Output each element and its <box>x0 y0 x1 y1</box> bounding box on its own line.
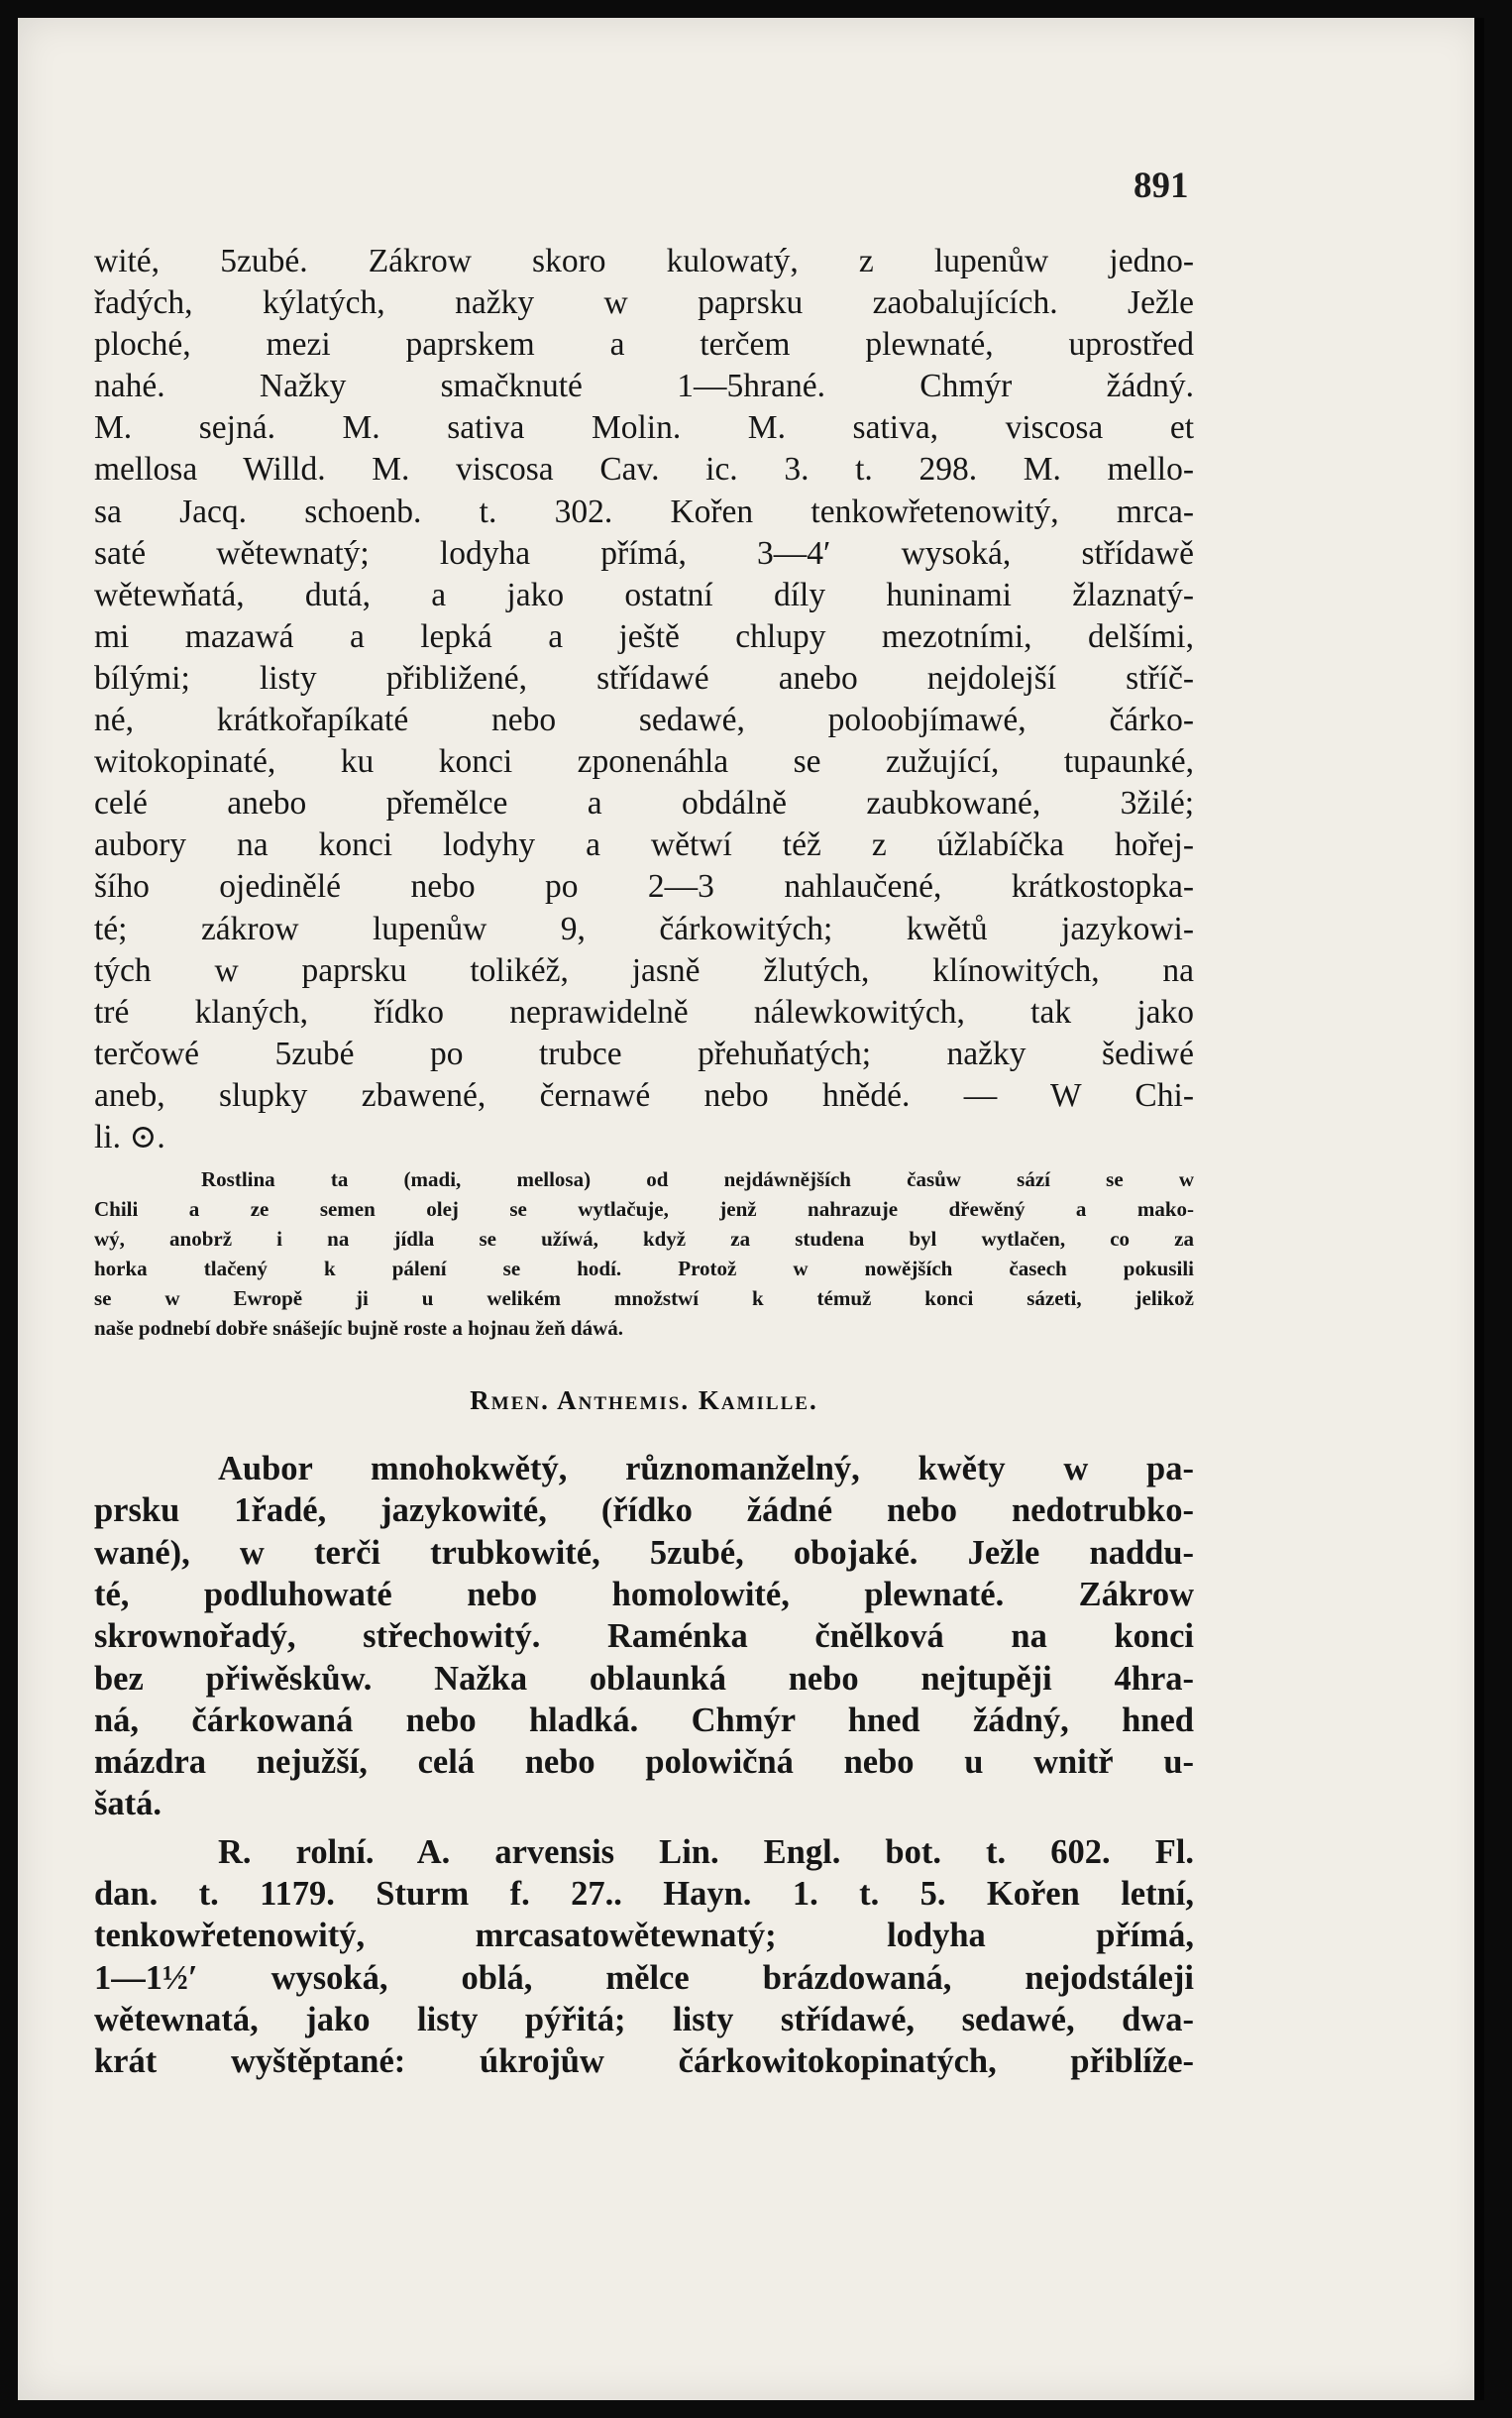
text-line: mellosa Willd. M. viscosa Cav. ic. 3. t. 298. M. mello- <box>94 451 1194 489</box>
section-heading: Rmen. Anthemis. Kamille. <box>470 1385 818 1416</box>
paragraph-anthemis-genus <box>94 1448 1194 1825</box>
text-line: mi mazawá a lepká a ještě chlupy mezotními, delšími, <box>94 617 1194 655</box>
text-line: bez přiwěskůw. Nažka oblaunká nebo nejtupěji 4hra- <box>94 1659 1194 1698</box>
book-page <box>18 18 1484 2400</box>
page-edge-shadow <box>1474 18 1484 2400</box>
text-line: naše podnebí dobře snášejíc bujně roste a hojnau žeň dáwá. <box>94 1316 624 1341</box>
text-line: li. ⊙. <box>94 1118 165 1155</box>
text-line: Aubor mnohokwětý, různomanželný, kwěty w pa- <box>218 1450 1194 1488</box>
text-line: terčowé 5zubé po trubce přehuňatých; nažky šediwé <box>94 1035 1194 1072</box>
text-line: R. rolní. A. arvensis Lin. Engl. bot. t. 602. Fl. <box>218 1832 1194 1871</box>
text-line: aubory na konci lodyhy a wětwí též z úžlabíčka hořej- <box>94 826 1194 864</box>
text-line: ploché, mezi paprskem a terčem plewnaté, uprostřed <box>94 326 1194 364</box>
text-line: M. sejná. M. sativa Molin. M. sativa, viscosa et <box>94 409 1194 447</box>
text-line: tré klaných, řídko neprawidelně nálewkowitých, tak jako <box>94 993 1194 1031</box>
text-line: Chili a ze semen olej se wytlačuje, jenž nahrazuje dřewěný a mako- <box>94 1197 1194 1222</box>
text-line: té, podluhowaté nebo homolowité, plewnaté. Zákrow <box>94 1575 1194 1613</box>
text-line: Rostlina ta (madi, mellosa) od nejdáwnějších časůw sází se w <box>201 1167 1194 1192</box>
text-line: dan. t. 1179. Sturm f. 27.. Hayn. 1. t. 5. Kořen letní, <box>94 1875 1194 1914</box>
text-line: se w Ewropě ji u welikém množstwí k témuž konci sázeti, jelikož <box>94 1286 1194 1311</box>
text-line: né, krátkořapíkaté nebo sedawé, poloobjímawé, čárko- <box>94 702 1194 739</box>
text-line: saté wětewnatý; lodyha přímá, 3—4′ wysoká, střídawě <box>94 534 1194 572</box>
text-line: nahé. Nažky smačknuté 1—5hrané. Chmýr žádný. <box>94 368 1194 405</box>
paragraph-anthemis-arvensis <box>94 1831 1194 2083</box>
text-line: řadých, kýlatých, nažky w paprsku zaobalujících. Ježle <box>94 284 1194 322</box>
text-line: celé anebo přemělce a obdálně zaubkowané, 3žilé; <box>94 785 1194 823</box>
text-line: wý, anobrž i na jídla se užíwá, když za studena byl wytlačen, co za <box>94 1227 1194 1252</box>
paragraph-madia <box>94 241 1194 1158</box>
footnote-paragraph <box>94 1164 1194 1343</box>
text-line: wětewnatá, jako listy pýřitá; listy střídawé, sedawé, dwa- <box>94 2000 1194 2038</box>
text-line: aneb, slupky zbawené, černawé nebo hnědé. — W Chi- <box>94 1076 1194 1114</box>
text-line: skrownořadý, střechowitý. Raménka čnělková na konci <box>94 1617 1194 1656</box>
text-line: wité, 5zubé. Zákrow skoro kulowatý, z lupenůw jedno- <box>94 243 1194 279</box>
text-line: šatá. <box>94 1785 162 1823</box>
text-line: wětewňatá, dutá, a jako ostatní díly huninami žlaznatý- <box>94 576 1194 613</box>
text-line: sa Jacq. schoenb. t. 302. Kořen tenkowřetenowitý, mrca- <box>94 493 1194 530</box>
text-line: witokopinaté, ku konci zponenáhla se zužující, tupaunké, <box>94 743 1194 781</box>
text-line: horka tlačený k pálení se hodí. Protož w nowějších časech pokusili <box>94 1257 1194 1281</box>
text-line: tenkowřetenowitý, mrcasatowětewnatý; lodyha přímá, <box>94 1917 1194 1955</box>
page-body <box>94 241 1194 2083</box>
text-line: krát wyštěptané: úkrojůw čárkowitokopinatých, přiblíže- <box>94 2042 1194 2081</box>
text-line: bílými; listy přibližené, střídawé anebo nejdolejší stříč- <box>94 659 1194 697</box>
text-line: té; zákrow lupenůw 9, čárkowitých; kwětů jazykowi- <box>94 910 1194 947</box>
text-line: prsku 1řadé, jazykowité, (řídko žádné nebo nedotrubko- <box>94 1491 1194 1530</box>
text-line: tých w paprsku tolikéž, jasně žlutých, klínowitých, na <box>94 951 1194 989</box>
text-line: wané), w terči trubkowité, 5zubé, obojaké. Ježle naddu- <box>94 1533 1194 1572</box>
page-number: 891 <box>1134 165 1189 206</box>
text-line: šího ojedinělé nebo po 2—3 nahlaučené, krátkostopka- <box>94 868 1194 906</box>
text-line: ná, čárkowaná nebo hladká. Chmýr hned žádný, hned <box>94 1701 1194 1739</box>
text-line: 1—1½′ wysoká, oblá, mělce brázdowaná, nejodstáleji <box>94 1958 1194 1997</box>
text-line: mázdra nejužší, celá nebo polowičná nebo u wnitř u- <box>94 1743 1194 1782</box>
